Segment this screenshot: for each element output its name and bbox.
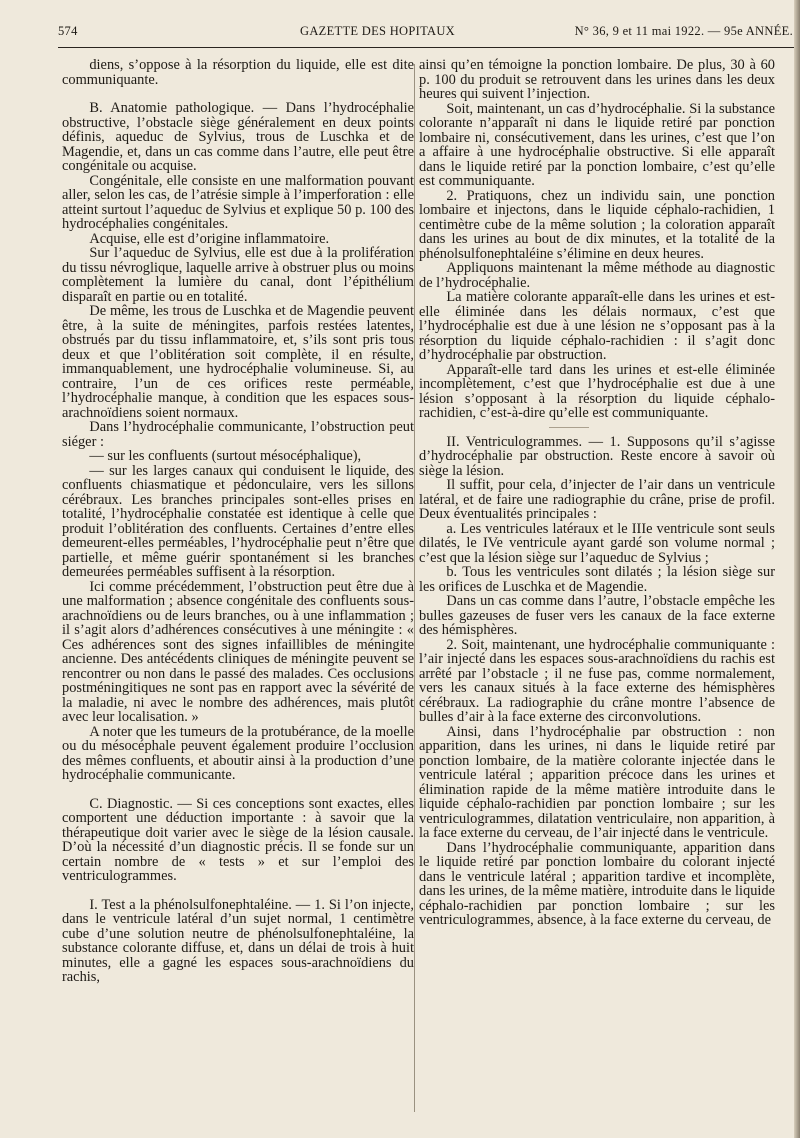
journal-title: GAZETTE DES HOPITAUX xyxy=(300,24,455,38)
paragraph-matiere-colorante: La matière colorante apparaît-elle dans les urines et est-elle éliminée dans les délais normaux, c’est que l’hydrocéphalie est due à une lésion ne s’opposant pas à la résorption du liquide céphalo-rachidien : il s’agit donc d’hydrocéphalie par obstruction. xyxy=(419,289,775,363)
left-column xyxy=(62,58,414,985)
page-number: 574 xyxy=(58,24,78,38)
section-separator xyxy=(549,427,589,428)
paragraph: diens, s’oppose à la résorption du liquide, elle est dite communiquante. xyxy=(62,57,414,88)
section-ii-ventriculogrammes: II. Ventriculogrammes. — 1. Supposons qu’il s’agisse d’hydrocéphalie par obstruction. Reste encore à savoir où siège la lésion. xyxy=(419,433,775,479)
list-item-b: b. Tous les ventricules sont dilatés ; la lésion siège sur les orifices de Luschka et de Magendie. xyxy=(419,564,775,595)
paragraph-acquise: Acquise, elle est d’origine inflammatoire. xyxy=(89,230,330,247)
paragraph-ponction-lombaire: 2. Pratiquons, chez un individu sain, une ponction lombaire et injectons, dans le liquide céphalo-rachidien, 1 centimètre cube de la même solution ; la coloration apparaît dans les urines au bout de dix minutes, et la totalité de la phénolsulfonephtaléine s’élimine en deux heures. xyxy=(419,187,775,262)
section-i-test-phenolsulfonephtaleine: I. Test a la phénolsulfonephtaléine. — 1. Si l’on injecte, dans le ventricule latéral d’un sujet normal, 1 centimètre cube d’une solution neutre de phénolsulfonephtaléine, la substance colorante diffuse, et, dans un délai de trois à huit minutes, elle a gagné les espaces sous-arachnoïdiens du rachis, xyxy=(62,896,414,985)
paragraph-ainsi-obstruction: Ainsi, dans l’hydrocéphalie par obstruction : non apparition, dans les urines, ni dans le liquide retiré par ponction lombaire, de la matière colorante injectée dans le ventricule latéral ; apparition précoce dans les urines et élimination rapide de la même matière introduite dans le liquide céphalo-rachidien par ponction lombaire ; sur les ventriculogrammes, dilatation ventriculaire, non apparition, à la face externe du cerveau, de l’air injecté dans le ventricule. xyxy=(419,723,775,841)
paragraph-dans-communiquante: Dans l’hydrocéphalie communiquante, apparition dans le liquide retiré par ponction lombaire du colorant injecté dans le ventricule latéral ; apparition tardive et incomplète, dans les urines, de la même matière, introduite dans le liquide céphalo-rachidien par ponction lombaire ; sur les ventriculogrammes, absence, à la face externe du cerveau, de xyxy=(419,839,775,928)
paragraph: ainsi qu’en témoigne la ponction lombaire. De plus, 30 à 60 p. 100 du produit se retrouvent dans les urines dans les deux heures qui suivent l’injection. xyxy=(419,57,775,102)
paragraph-injecter-air: Il suffit, pour cela, d’injecter de l’air dans un ventricule latéral, et de faire une radiographie du crâne, prise de profil. Deux éventualités principales : xyxy=(419,477,775,522)
paragraph-obstacle: Dans un cas comme dans l’autre, l’obstacle empêche les bulles gazeuses de fuser vers les canaux de la face externe des hémisphères. xyxy=(419,593,775,638)
section-c-diagnostic: C. Diagnostic. — Si ces conceptions sont exactes, elles comportent une déduction importante : à savoir que la thérapeutique doit varier avec le siège de la lésion causale. D’où la nécessité d’un diagnostic précis. Il se fonde sur un certain nombre de « tests » et sur l’emploi des ventriculogrammes. xyxy=(62,795,414,884)
paragraph-malformation-inflammation: Ici comme précédemment, l’obstruction peut être due à une malformation ; absence congénitale des confluents sous-arachnoïdiens ou de leurs branches, ou à une inflammation ; il s’agit alors d’adhérences consécutives à une méningite : « Ces adhérences sont des signes infaillibles de méningite ancienne. Des antécédents cliniques de méningite peuvent se rencontrer ou non dans le passé des malades. Ces occlusions postméningitiques ne sont pas en rapport avec la sévérité de la maladie, ni avec le nombre des adhérences, mais plutôt avec leur localisation. » xyxy=(62,578,414,725)
section-b-anatomie-pathologique: B. Anatomie pathologique. — Dans l’hydrocéphalie obstructive, l’obstacle siège généralement en deux points définis, aqueduc de Sylvius, trous de Luschka et de Magendie, et, dans un cas comme dans l’autre, elle peut être congénitale ou acquise. xyxy=(62,100,414,174)
paragraph-appliquons: Appliquons maintenant la même méthode au diagnostic de l’hydrocéphalie. xyxy=(419,260,775,291)
header-rule xyxy=(58,47,795,48)
paragraph-tumeurs: A noter que les tumeurs de la protubérance, de la moelle ou du mésocéphale peuvent également produire l’occlusion des mêmes confluents, et aboutir ainsi à la production d’une hydrocéphalie communicante. xyxy=(62,723,414,783)
list-item-larges-canaux: — sur les larges canaux qui conduisent le liquide, des confluents chiasmatique et pédonculaire, vers les sillons cérébraux. Les branches principales sont-elles prises en totalité, l’hydrocéphalie constatée est identique à celle que produit l’oblitération des confluents. Certaines d’entre elles demeurent-elles perméables, l’hydrocéphalie peut n’être que partielle, et même guérir spontanément si les branches demeurées perméables suffisent à la résorption. xyxy=(62,462,414,580)
list-item-a: a. Les ventricules latéraux et le IIIe ventricule sont seuls dilatés, le IVe ventricule ayant gardé son volume normal ; c’est que la lésion siège sur l’aqueduc de Sylvius ; xyxy=(419,520,775,566)
paragraph-congenitale: Congénitale, elle consiste en une malformation pouvant aller, selon les cas, de l’atrésie simple à l’imperforation : elle atteint surtout l’aqueduc de Sylvius et explique 50 p. 100 des hydrocéphalies congénitales. xyxy=(62,172,414,232)
list-item-confluents: — sur les confluents (surtout mésocéphalique), xyxy=(89,448,362,464)
issue-info: N° 36, 9 et 11 mai 1922. — 95e ANNÉE. xyxy=(574,24,793,38)
paragraph-apparait-tard: Apparaît-elle tard dans les urines et est-elle éliminée incomplètement, c’est que l’hydrocéphalie est due à une lésion s’opposant à la résorption du liquide céphalo-rachidien, c’est-à-dire qu’elle est communiquante. xyxy=(419,361,775,421)
paragraph-communiquante: 2. Soit, maintenant, une hydrocéphalie communiquante : l’air injecté dans les espaces sous-arachnoïdiens du rachis est arrêté par l’obstacle ; il ne fuse pas, comme normalement, vers les canaux situés à la face externe des hémisphères cérébraux. La radiographie du crâne montre l’absence de bulles d’air à la face externe des circonvolutions. xyxy=(419,636,775,725)
column-divider xyxy=(414,64,415,1112)
paragraph-cas-hydrocephalie: Soit, maintenant, un cas d’hydrocéphalie. Si la substance colorante n’apparaît ni dans le liquide retiré par ponction lombaire ni, consécutivement, dans les urines, c’est que l’on a affaire à une hydrocéphalie obstructive. Si elle apparaît dans le liquide retiré par la ponction lombaire, c’est qu’elle est communiquante. xyxy=(419,100,775,189)
right-column xyxy=(419,58,775,928)
paragraph-hydrocephalie-communicante: Dans l’hydrocéphalie communicante, l’obstruction peut siéger : xyxy=(62,419,414,450)
running-head xyxy=(58,24,793,48)
paragraph-aqueduc-sylvius: Sur l’aqueduc de Sylvius, elle est due à la prolifération du tissu névroglique, laquelle arrive à obstruer plus ou moins complètement la lumière du canal, dont l’épithélium disparaît en partie ou en totalité. xyxy=(62,245,414,305)
page-binding-edge xyxy=(794,0,800,1138)
paragraph-trous-luschka-magendie: De même, les trous de Luschka et de Magendie peuvent être, à la suite de méningites, parfois restées latentes, obstrués par du tissu inflammatoire, et, s’ils sont pris tous deux et que l’oblitération soit complète, il en résulte, immanquablement, une hydrocéphalie volumineuse. Si, au contraire, l’un de ces orifices reste perméable, l’hydrocéphalie manque, à condition que les espaces sous-arachnoïdiens soient normaux. xyxy=(62,303,414,421)
